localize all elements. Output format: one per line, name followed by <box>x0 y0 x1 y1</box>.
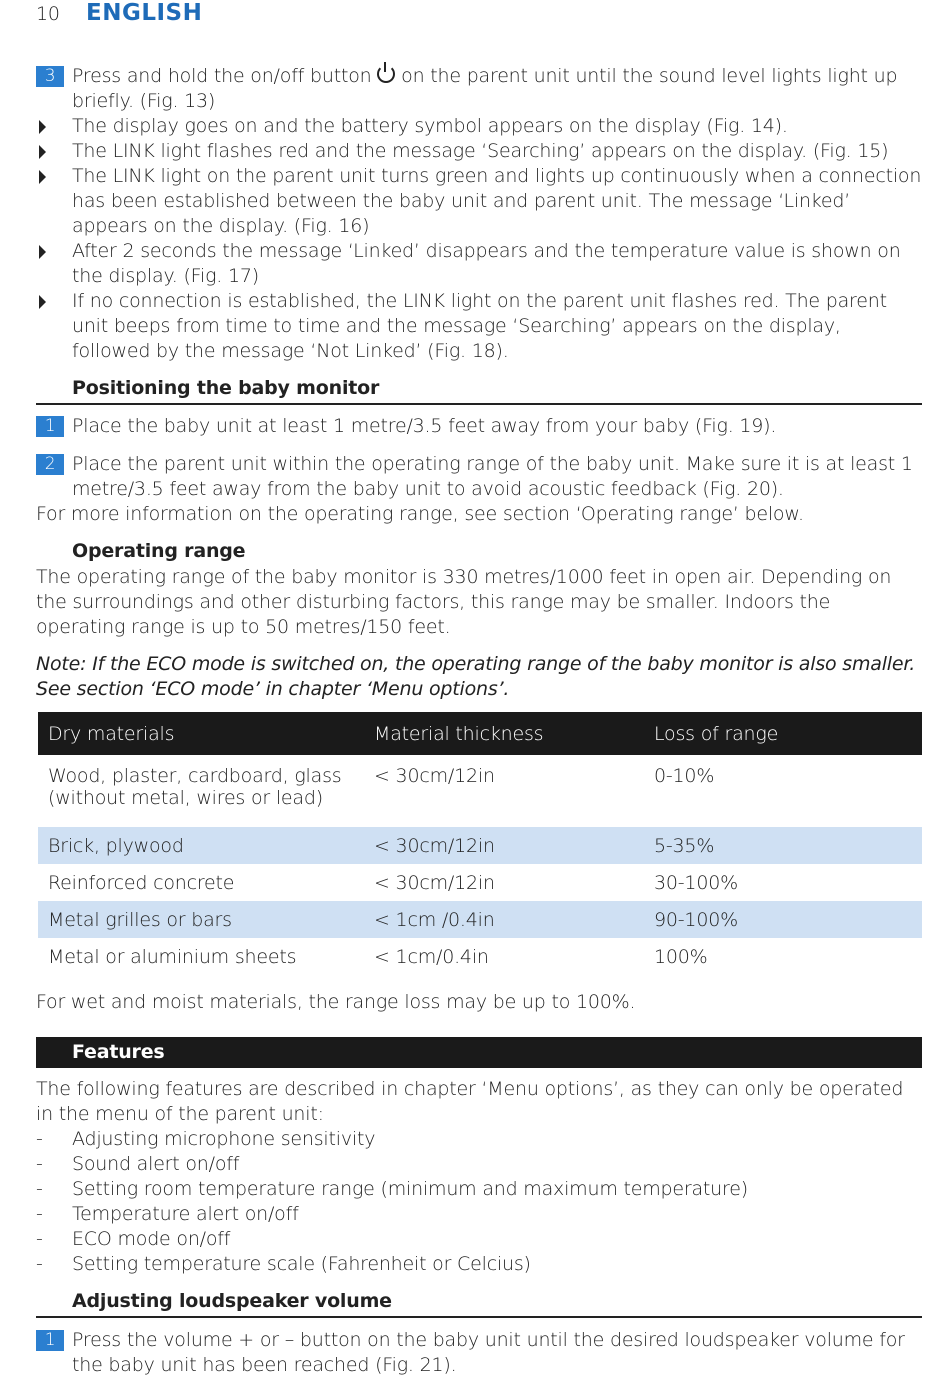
list-item <box>36 1227 922 1252</box>
dash: - <box>36 1128 43 1150</box>
eco-note: Note: If the ECO mode is switched on, the operating range of the baby monitor is also smaller. See section ‘ECO mode’ in chapter ‘Menu options’. <box>36 653 916 700</box>
step-number: 2 <box>36 454 64 475</box>
step-text-a: Press and hold the on/off button <box>72 65 378 87</box>
list-item-text: Setting room temperature range (minimum and maximum temperature) <box>72 1178 748 1200</box>
features-intro: The following features are described in chapter ‘Menu options’, as they can only be operated in the menu of the parent unit: <box>36 1078 904 1125</box>
section-rule <box>36 1316 922 1318</box>
bullet-item <box>36 289 922 364</box>
table-cell: < 1cm/0.4in <box>374 945 489 968</box>
table-row <box>38 901 922 938</box>
table-cell: Wood, plaster, cardboard, glass (without metal, wires or lead) <box>48 765 342 809</box>
bullet-text: The LINK light flashes red and the message ‘Searching’ appears on the display. (Fig. 15) <box>72 140 889 162</box>
section-heading-features: Features <box>36 1037 922 1068</box>
table-cell: 0-10% <box>654 765 715 787</box>
bullet-icon <box>39 245 46 259</box>
table-row <box>38 755 922 827</box>
bullet-icon <box>39 295 46 309</box>
table-cell: Reinforced concrete <box>48 871 235 894</box>
list-item-text: Sound alert on/off <box>72 1153 240 1175</box>
page-number: 10 <box>36 3 60 25</box>
bullet-text: The display goes on and the battery symbol appears on the display (Fig. 14). <box>72 115 788 137</box>
table-header-row <box>38 712 922 755</box>
bullet-icon <box>39 170 46 184</box>
list-item-text: ECO mode on/off <box>72 1228 231 1250</box>
table-cell: 30-100% <box>654 871 738 894</box>
table-row <box>38 938 922 975</box>
bullet-icon <box>39 145 46 159</box>
bullet-icon <box>39 120 46 134</box>
section-rule <box>36 403 922 405</box>
table-header: Loss of range <box>644 712 922 755</box>
step-3 <box>36 64 922 114</box>
section-heading-positioning: Positioning the baby monitor <box>72 377 380 399</box>
section-heading-loudspeaker: Adjusting loudspeaker volume <box>72 1290 392 1312</box>
loudspeaker-step-1 <box>36 1328 922 1378</box>
dash: - <box>36 1153 43 1175</box>
table-cell: 5-35% <box>644 827 922 864</box>
section-heading-operating-range: Operating range <box>72 540 246 562</box>
list-item-text: Temperature alert on/off <box>72 1203 299 1225</box>
table-cell: < 1cm /0.4in <box>364 901 644 938</box>
dash: - <box>36 1178 43 1200</box>
step-number: 3 <box>36 66 64 87</box>
power-icon <box>377 65 395 83</box>
positioning-info: For more information on the operating range, see section ‘Operating range’ below. <box>36 503 804 525</box>
bullet-list <box>36 114 922 364</box>
materials-table <box>38 712 922 975</box>
bullet-item <box>36 239 922 289</box>
dash: - <box>36 1228 43 1250</box>
list-item <box>36 1177 922 1202</box>
list-item <box>36 1152 922 1177</box>
wet-materials-note: For wet and moist materials, the range loss may be up to 100%. <box>36 991 636 1013</box>
positioning-step-2 <box>36 452 922 502</box>
positioning-step-1 <box>36 414 922 439</box>
table-cell: Metal or aluminium sheets <box>48 945 297 968</box>
table-cell: 100% <box>654 945 708 968</box>
bullet-item <box>36 164 922 239</box>
operating-range-text: The operating range of the baby monitor is 330 metres/1000 feet in open air. Depending on the surroundings and other disturbing factors, this range may be smaller. Indoors the operating range is up to 50 metres/150 feet. <box>36 566 892 638</box>
language-title: ENGLISH <box>86 0 203 26</box>
step-text: Press the volume + or – button on the baby unit until the desired loudspeaker volume for the baby unit has been reached (Fig. 21). <box>72 1329 905 1376</box>
dash: - <box>36 1253 43 1275</box>
table-cell: Metal grilles or bars <box>38 901 364 938</box>
bullet-item <box>36 114 922 139</box>
bullet-text: If no connection is established, the LINK light on the parent unit flashes red. The parent unit beeps from time to time and the message ‘Searching’ appears on the display, followed by the message ‘Not Linked’ (Fig. 18). <box>72 290 887 362</box>
table-cell: Brick, plywood <box>38 827 364 864</box>
list-item-text: Adjusting microphone sensitivity <box>72 1128 376 1150</box>
features-list <box>36 1127 922 1277</box>
bullet-item <box>36 139 922 164</box>
dash: - <box>36 1203 43 1225</box>
list-item <box>36 1252 922 1277</box>
step-text-b: on the parent unit until the sound level lights light up briefly. (Fig. 13) <box>72 65 898 112</box>
list-item <box>36 1127 922 1152</box>
list-item <box>36 1202 922 1227</box>
table-cell: < 30cm/12in <box>374 765 495 787</box>
table-header: Material thickness <box>364 712 644 755</box>
step-text: Place the baby unit at least 1 metre/3.5 feet away from your baby (Fig. 19). <box>72 415 777 437</box>
step-number: 1 <box>36 416 64 437</box>
table-row <box>38 864 922 901</box>
table-row <box>38 827 922 864</box>
bullet-text: After 2 seconds the message ‘Linked’ disappears and the temperature value is shown on the display. (Fig. 17) <box>72 240 901 287</box>
step-text: Place the parent unit within the operating range of the baby unit. Make sure it is at least 1 metre/3.5 feet away from the baby unit to avoid acoustic feedback (Fig. 20). <box>72 453 913 500</box>
table-cell: < 30cm/12in <box>374 871 495 894</box>
table-header: Dry materials <box>38 712 364 755</box>
bullet-text: The LINK light on the parent unit turns green and lights up continuously when a connection has been established between the baby unit and parent unit. The message ‘Linked’ appears on the display. (Fig. 16) <box>72 165 922 237</box>
step-number: 1 <box>36 1330 64 1351</box>
list-item-text: Setting temperature scale (Fahrenheit or Celcius) <box>72 1253 531 1275</box>
table-cell: 90-100% <box>644 901 922 938</box>
table-cell: < 30cm/12in <box>364 827 644 864</box>
